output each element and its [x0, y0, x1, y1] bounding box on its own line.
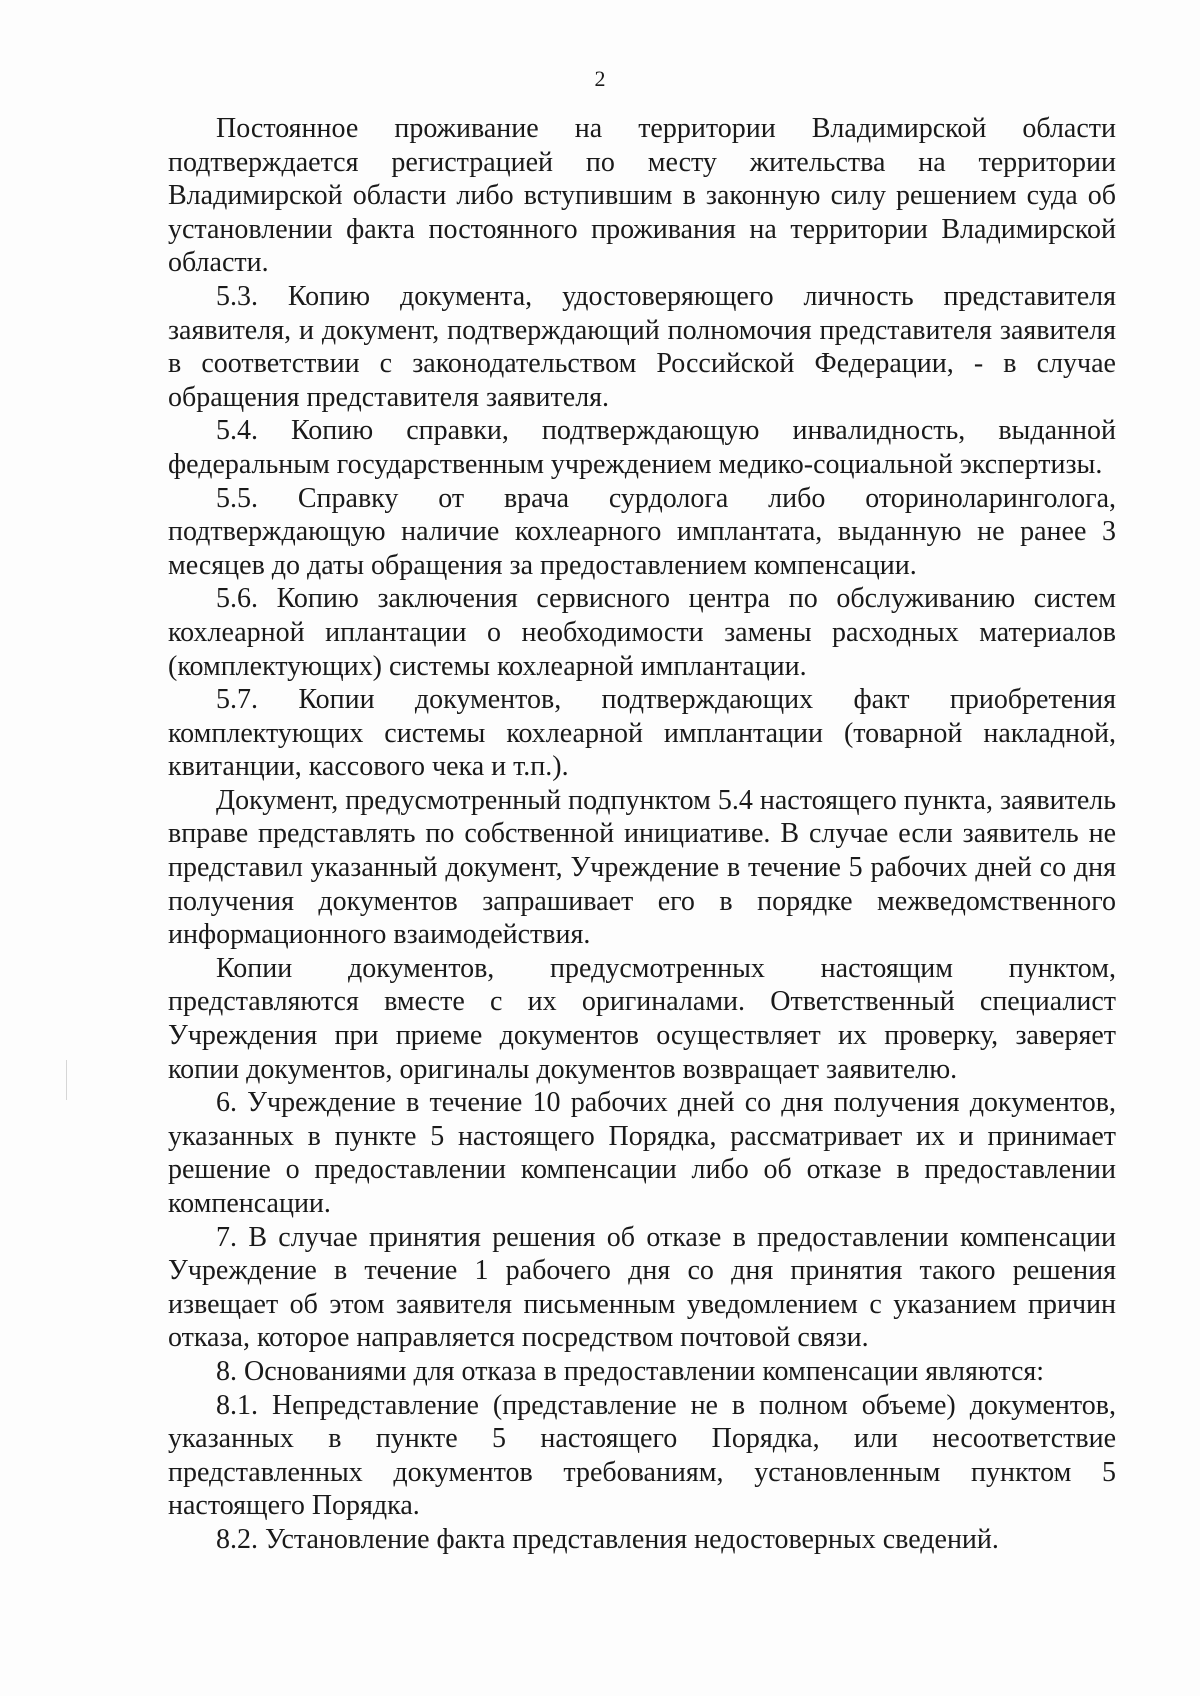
paragraph-5-4: 5.4. Копию справки, подтверждающую инвалидность, выданной федеральным государственным учреждением медико-социальной экспертизы.: [168, 415, 1116, 480]
paragraph-document-5-4-note: Документ, предусмотренный подпунктом 5.4 настоящего пункта, заявитель вправе представлять по собственной инициативе. В случае если заявитель не представил указанный документ, Учреждение в течение 5 рабочих дней со дня получения документов запрашивает его в порядке межведомственного информационного взаимодействия.: [168, 784, 1116, 951]
paragraph-7: 7. В случае принятия решения об отказе в предоставлении компенсации Учреждение в течение 1 рабочего дня со дня принятия такого решения извещает об этом заявителя письменным уведомлением с указанием причин отказа, которое направляется посредством почтовой связи.: [168, 1221, 1116, 1354]
paragraph-5-5: 5.5. Справку от врача сурдолога либо оториноларинголога, подтверждающую наличие кохлеарного имплантата, выданную не ранее 3 месяцев до даты обращения за предоставлением компенсации.: [168, 482, 1116, 581]
document-body: [168, 112, 1116, 1557]
paragraph-5-6: 5.6. Копию заключения сервисного центра по обслуживанию систем кохлеарной иплантации о необходимости замены расходных материалов (комплектующих) системы кохлеарной имплантации.: [168, 583, 1116, 682]
paragraph-8: 8. Основаниями для отказа в предоставлении компенсации являются:: [216, 1355, 1045, 1387]
scan-artifact-line: [66, 1060, 67, 1100]
paragraph-residence-confirmation: Постоянное проживание на территории Владимирской области подтверждается регистрацией по месту жительства на территории Владимирской области либо вступившим в законную силу решением суда об установлении факта постоянного проживания на территории Владимирской области.: [168, 113, 1116, 279]
paragraph-6: 6. Учреждение в течение 10 рабочих дней со дня получения документов, указанных в пункте 5 настоящего Порядка, рассматривает их и принимает решение о предоставлении компенсации либо об отказе в предоставлении компенсации.: [168, 1087, 1116, 1219]
paragraph-8-2: 8.2. Установление факта представления недостоверных сведений.: [216, 1523, 999, 1555]
page-number: 2: [594, 66, 606, 91]
paragraph-8-1: 8.1. Непредставление (представление не в полном объеме) документов, указанных в пункте 5 настоящего Порядка, или несоответствие представленных документов требованиям, установленным пунктом 5 настоящего Порядка.: [168, 1389, 1116, 1522]
paragraph-copies-originals: Копии документов, предусмотренных настоящим пунктом, представляются вместе с их оригиналами. Ответственный специалист Учреждения при приеме документов осуществляет их проверку, заверяет копии документов, оригиналы документов возвращает заявителю.: [168, 952, 1116, 1085]
paragraph-5-3: 5.3. Копию документа, удостоверяющего личность представителя заявителя, и документ, подтверждающий полномочия представителя заявителя в соответствии с законодательством Российской Федерации, - в случае обращения представителя заявителя.: [168, 280, 1116, 413]
paragraph-5-7: 5.7. Копии документов, подтверждающих факт приобретения комплектующих системы кохлеарной имплантации (товарной накладной, квитанции, кассового чека и т.п.).: [168, 684, 1116, 783]
